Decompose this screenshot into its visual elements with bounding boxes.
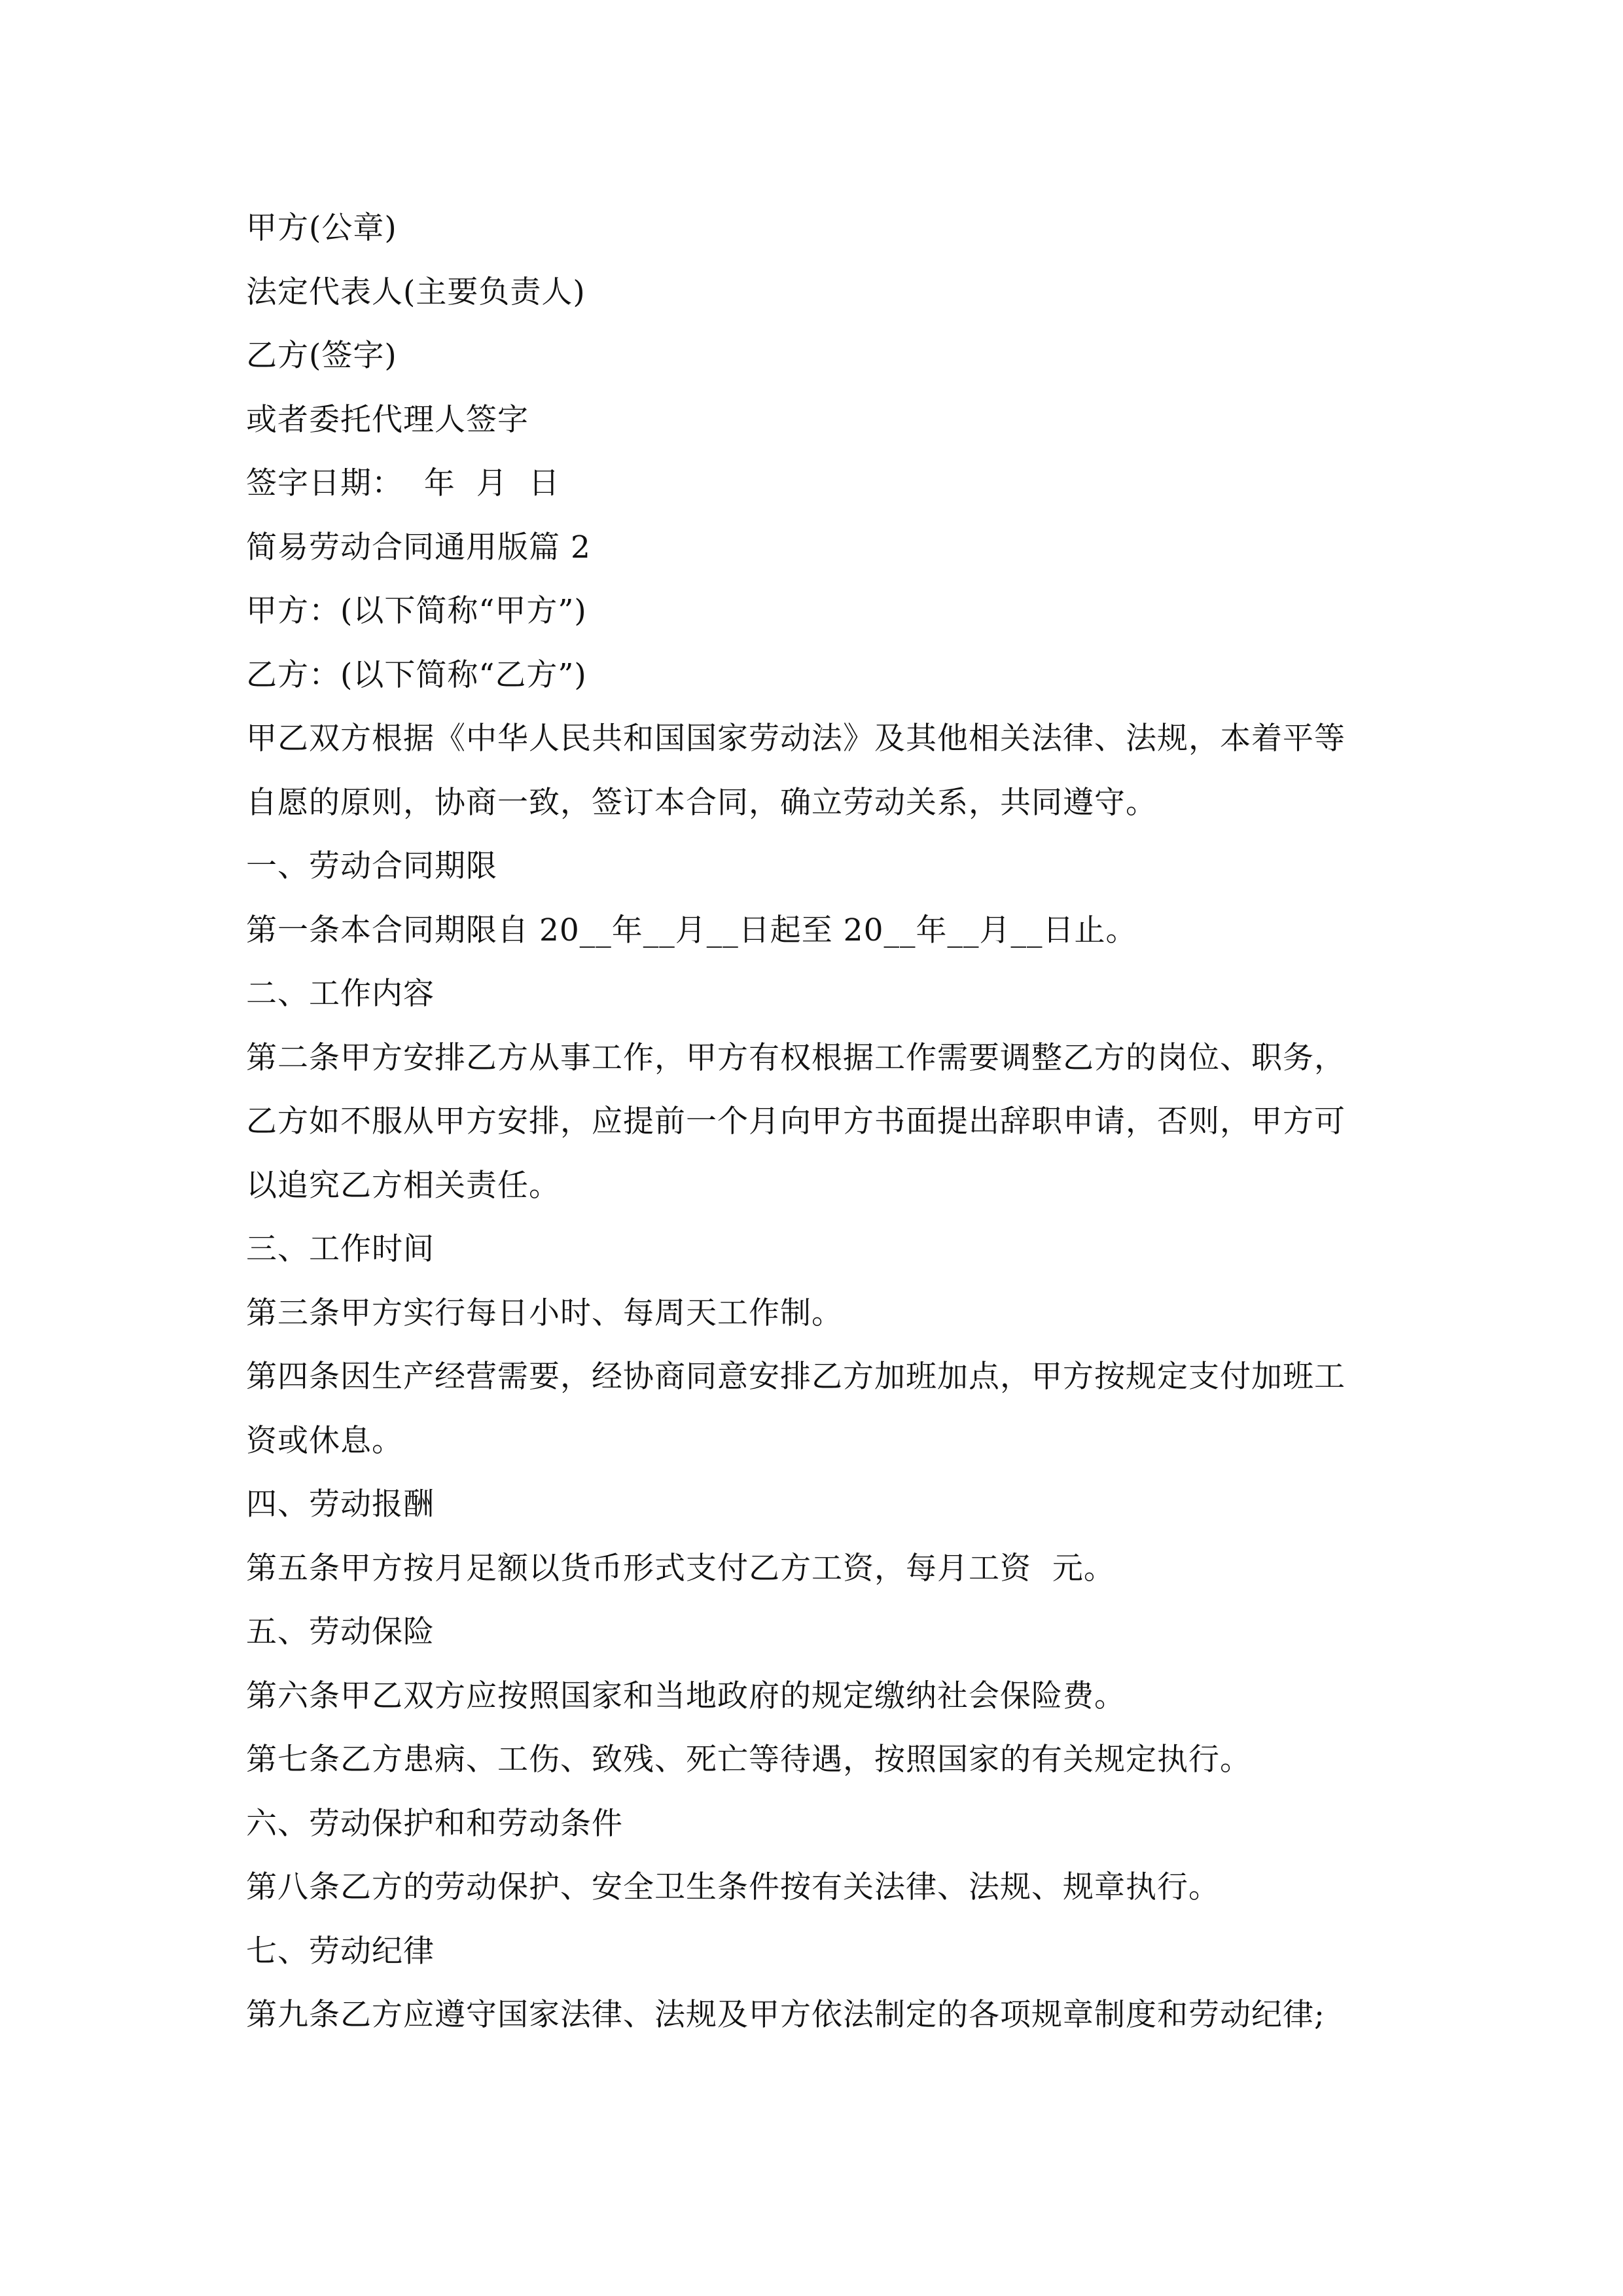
agent-signature-line: 或者委托代理人签字: [246, 401, 529, 438]
article-7: 第七条乙方患病、工伤、致残、死亡等待遇，按照国家的有关规定执行。: [246, 1742, 1251, 1778]
heading-remuneration: 四、劳动报酬: [246, 1486, 435, 1522]
article-3: 第三条甲方实行每日小时、每周天工作制。: [246, 1295, 843, 1331]
article-2-line-1: 第二条甲方安排乙方从事工作，甲方有权根据工作需要调整乙方的岗位、职务，: [246, 1039, 1346, 1076]
party-a-line: 甲方：(以下简称“甲方”): [246, 593, 587, 629]
article-2-line-2: 乙方如不服从甲方安排，应提前一个月向甲方书面提出辞职申请，否则，甲方可: [246, 1103, 1346, 1139]
heading-work-content: 二、工作内容: [246, 976, 435, 1012]
article-1: 第一条本合同期限自 20__年__月__日起至 20__年__月__日止。: [246, 912, 1137, 948]
heading-insurance: 五、劳动保险: [246, 1614, 435, 1650]
article-9: 第九条乙方应遵守国家法律、法规及甲方依法制定的各项规章制度和劳动纪律;: [246, 1997, 1325, 2033]
document-body: [246, 196, 1398, 2047]
article-2-line-3: 以追究乙方相关责任。: [246, 1167, 560, 1204]
article-5: 第五条甲方按月足额以货币形式支付乙方工资，每月工资 元。: [246, 1550, 1115, 1587]
heading-labor-discipline: 七、劳动纪律: [246, 1933, 435, 1969]
party-a-seal-line: 甲方(公章): [246, 210, 397, 246]
legal-representative-line: 法定代表人(主要负责人): [246, 274, 586, 310]
party-b-signature-line: 乙方(签字): [246, 338, 397, 374]
article-6: 第六条甲乙双方应按照国家和当地政府的规定缴纳社会保险费。: [246, 1677, 1126, 1714]
preamble-line-2: 自愿的原则，协商一致，签订本合同，确立劳动关系，共同遵守。: [246, 784, 1157, 821]
article-8: 第八条乙方的劳动保护、安全卫生条件按有关法律、法规、规章执行。: [246, 1869, 1220, 1905]
article-4-line-1: 第四条因生产经营需要，经协商同意安排乙方加班加点，甲方按规定支付加班工: [246, 1359, 1346, 1395]
heading-labor-protection: 六、劳动保护和和劳动条件: [246, 1805, 623, 1842]
preamble-line-1: 甲乙双方根据《中华人民共和国国家劳动法》及其他相关法律、法规，本着平等: [246, 721, 1346, 757]
section-title: 简易劳动合同通用版篇 2: [246, 529, 591, 565]
article-4-line-2: 资或休息。: [246, 1422, 403, 1459]
heading-work-time: 三、工作时间: [246, 1231, 435, 1267]
party-b-line: 乙方：(以下简称“乙方”): [246, 656, 587, 693]
signing-date-line: 签字日期： 年 月 日: [246, 465, 560, 501]
heading-contract-term: 一、劳动合同期限: [246, 848, 497, 884]
